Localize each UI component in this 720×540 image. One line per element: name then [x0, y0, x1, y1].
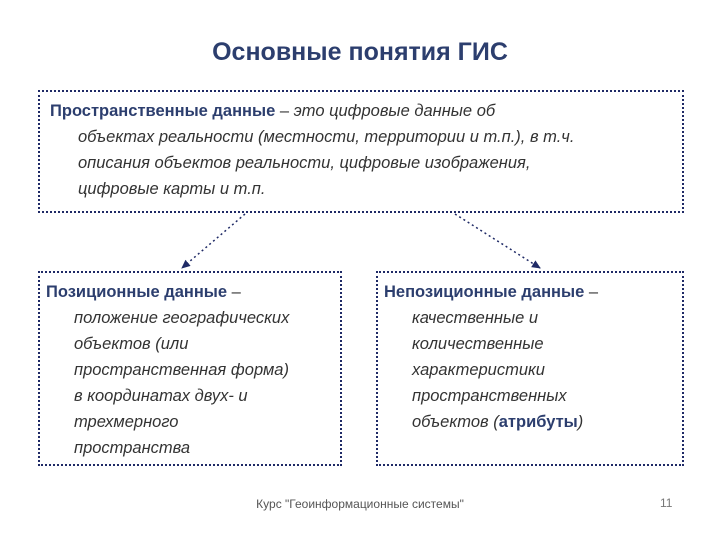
- spatial-data-text-1: это цифровые данные об: [293, 102, 496, 120]
- nonpositional-data-text-2: количественные: [412, 335, 544, 353]
- attributes-term: атрибуты: [498, 413, 578, 431]
- nonpositional-data-text-3: характеристики: [412, 361, 545, 379]
- spatial-data-dash: –: [275, 102, 294, 120]
- positional-data-text-5: трехмерного: [74, 413, 179, 431]
- nonpositional-data-text-5: объектов (: [412, 413, 499, 431]
- arrow-to-positional: [182, 214, 245, 268]
- positional-data-text-4: в координатах двух- и: [74, 387, 248, 405]
- nonpositional-data-dash: –: [584, 283, 599, 301]
- spatial-data-text-2: объектах реальности (местности, территории и т.п.), в т.ч.: [78, 128, 575, 146]
- spatial-data-text-3: описания объектов реальности, цифровые изображения,: [78, 154, 531, 172]
- spatial-data-box: [38, 90, 684, 213]
- positional-data-text-2: объектов (или: [74, 335, 189, 353]
- positional-data-text-1: положение географических: [74, 309, 290, 327]
- positional-data-dash: –: [227, 283, 241, 301]
- arrow-to-nonpositional: [455, 214, 540, 268]
- positional-data-text-3: пространственная форма): [74, 361, 289, 379]
- positional-data-box: [38, 271, 342, 466]
- positional-data-text-6: пространства: [74, 439, 191, 457]
- slide-title: Основные понятия ГИС: [212, 38, 508, 66]
- spatial-data-heading: Пространственные данные: [50, 102, 276, 120]
- nonpositional-data-heading: Непозиционные данные: [384, 283, 585, 301]
- nonpositional-data-box: [376, 271, 684, 466]
- spatial-data-text-4: цифровые карты и т.п.: [78, 180, 266, 198]
- course-footer: Курс "Геоинформационные системы": [256, 497, 464, 511]
- attributes-close-paren: ): [577, 413, 584, 431]
- nonpositional-data-text-1: качественные и: [412, 309, 539, 327]
- page-number: 11: [660, 496, 673, 510]
- positional-data-heading: Позиционные данные: [46, 283, 228, 301]
- nonpositional-data-text-4: пространственных: [412, 387, 567, 405]
